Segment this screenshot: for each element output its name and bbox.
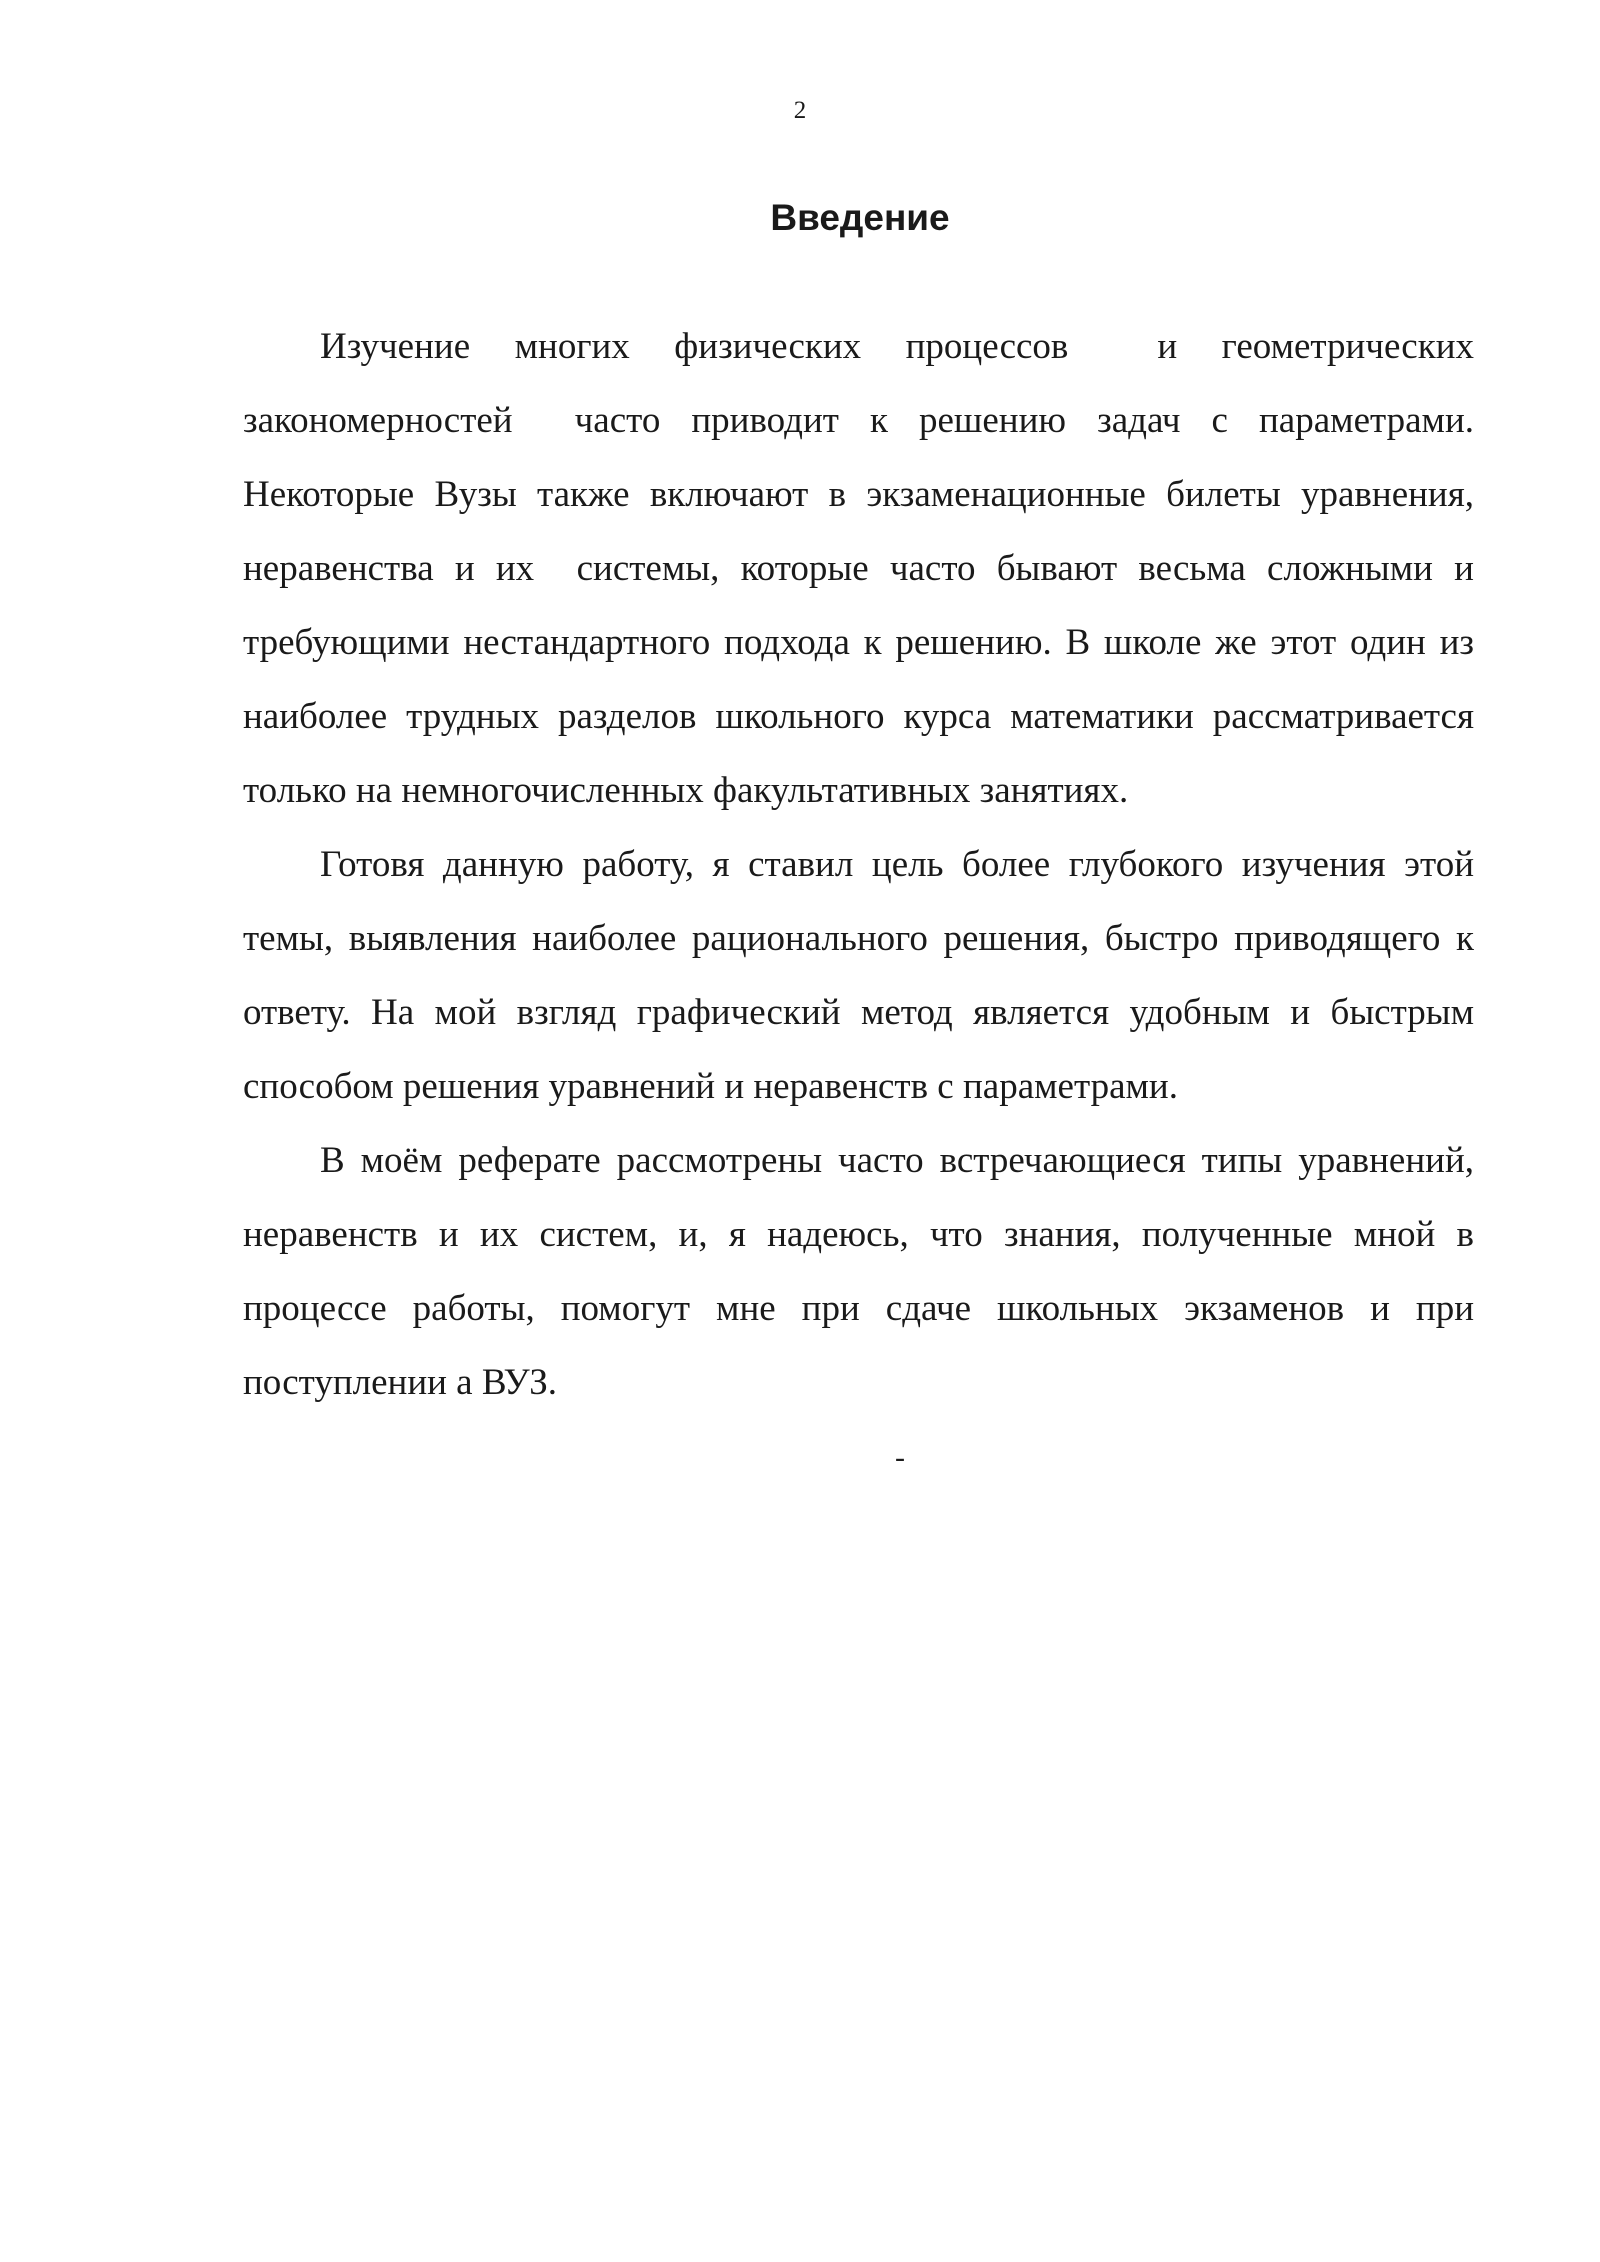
paragraph-1: Изучение многих физических процессов и геометрических закономерностей часто приводит к решению задач с параметрами. Некоторые Вузы также включают в экзаменационные билеты уравнения, неравенства и их системы, которые часто бывают весьма сложными и требующими нестандартного подхода к решению. В школе же этот один из наиболее трудных разделов школьного курса математики рассматривается только на немногочисленных факультативных занятиях. — [243, 326, 1484, 811]
page-title: Введение — [770, 197, 950, 238]
paragraph-2: Готовя данную работу, я ставил цель более глубокого изучения этой темы, выявления наиболее рационального решения, быстро приводящего к ответу. На мой взгляд графический метод является удобным и быстрым способом решения уравнений и неравенств с параметрами. — [243, 844, 1484, 1107]
document-body — [243, 310, 1484, 1420]
trailing-dash: - — [895, 1441, 905, 1474]
paragraph-3: В моём реферате рассмотрены часто встречающиеся типы уравнений, неравенств и их систем, и, я надеюсь, что знания, полученные мной в процессе работы, помогут мне при сдаче школьных экзаменов и при поступлении а ВУЗ. — [243, 1140, 1484, 1403]
page-number: 2 — [793, 97, 807, 124]
